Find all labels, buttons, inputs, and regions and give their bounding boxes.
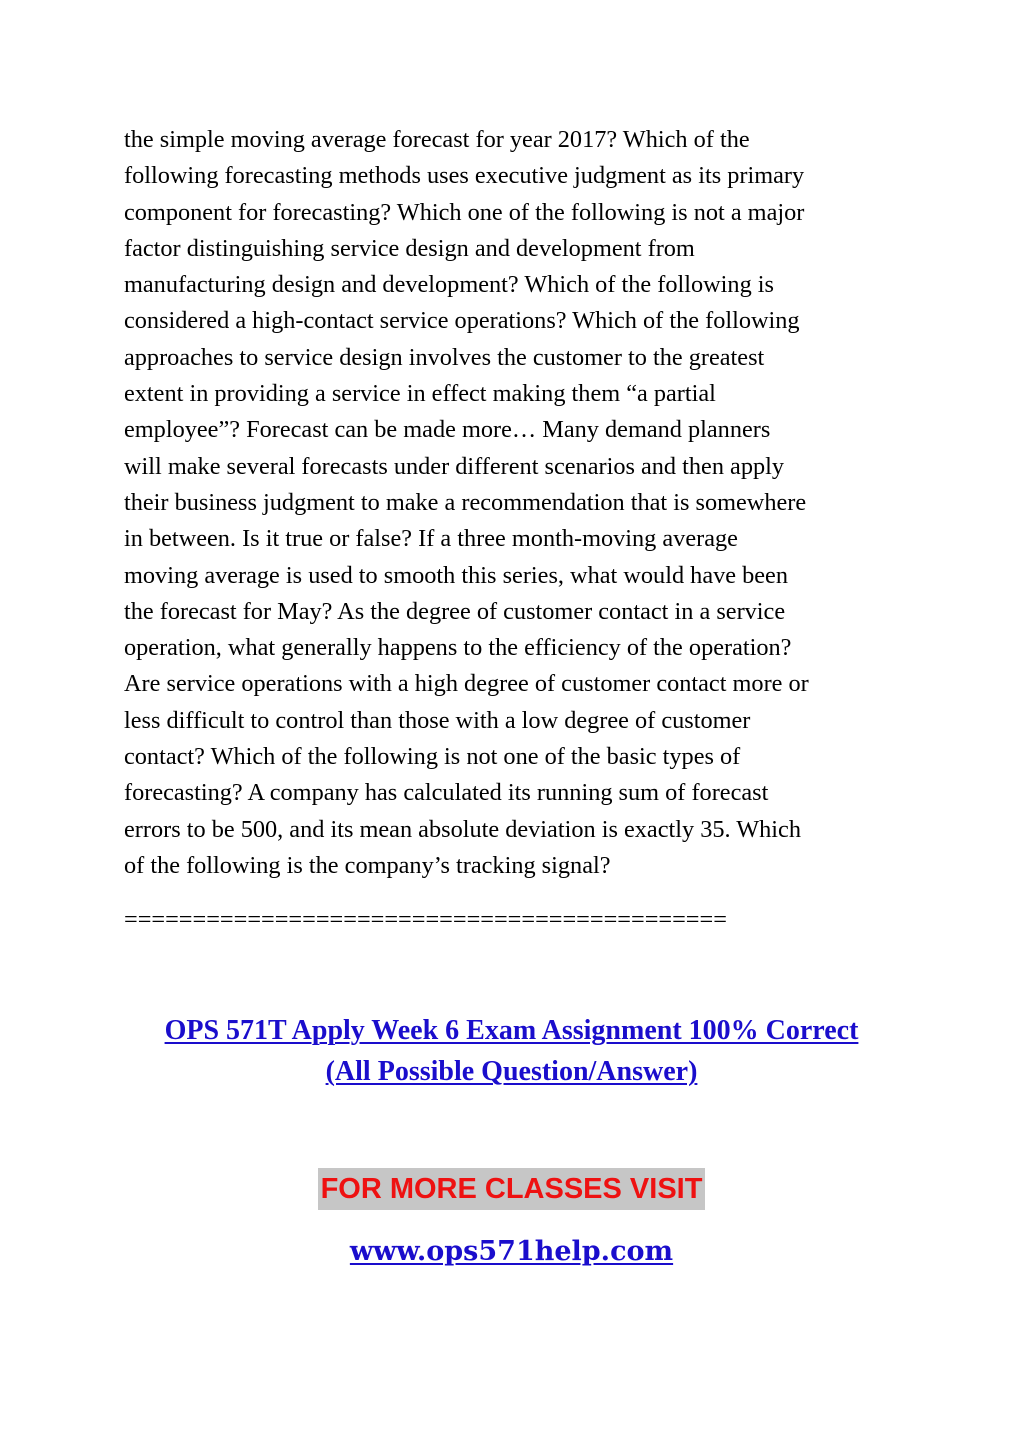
separator-line: ============================================: [124, 906, 727, 933]
assignment-title-link[interactable]: OPS 571T Apply Week 6 Exam Assignment 100% Correct (All Possible Question/Answer): [164, 1015, 859, 1087]
body-paragraph: the simple moving average forecast for year 2017? Which of the following forecasting methods uses executive judgment as its primary component for forecasting? Which one of the following is not a major factor distinguishing service design and development from manufacturing design and development? Which of the following is considered a high-contact service operations? Which of the following approaches to service design involves the customer to the greatest extent in providing a service in effect making them “a partial employee”? Forecast can be made more… Many demand planners will make several forecasts under different scenarios and then apply their business judgment to make a recommendation that is somewhere in between. Is it true or false? If a three month-moving average moving average is used to smooth this series, what would have been the forecast for May? As the degree of customer contact in a service operation, what generally happens to the efficiency of the operation? Are service operations with a high degree of customer contact more or less difficult to control than those with a low degree of customer contact? Which of the following is not one of the basic types of forecasting? A company has calculated its running sum of forecast errors to be 500, and its mean absolute deviation is exactly 35. Which of the following is the company’s tracking signal?: [124, 126, 809, 879]
visit-banner: [0, 1168, 1023, 1210]
website-link[interactable]: www.ops571help.com: [349, 1236, 674, 1267]
site-link-row: [0, 1232, 1023, 1272]
visit-label: FOR MORE CLASSES VISIT: [318, 1168, 706, 1210]
